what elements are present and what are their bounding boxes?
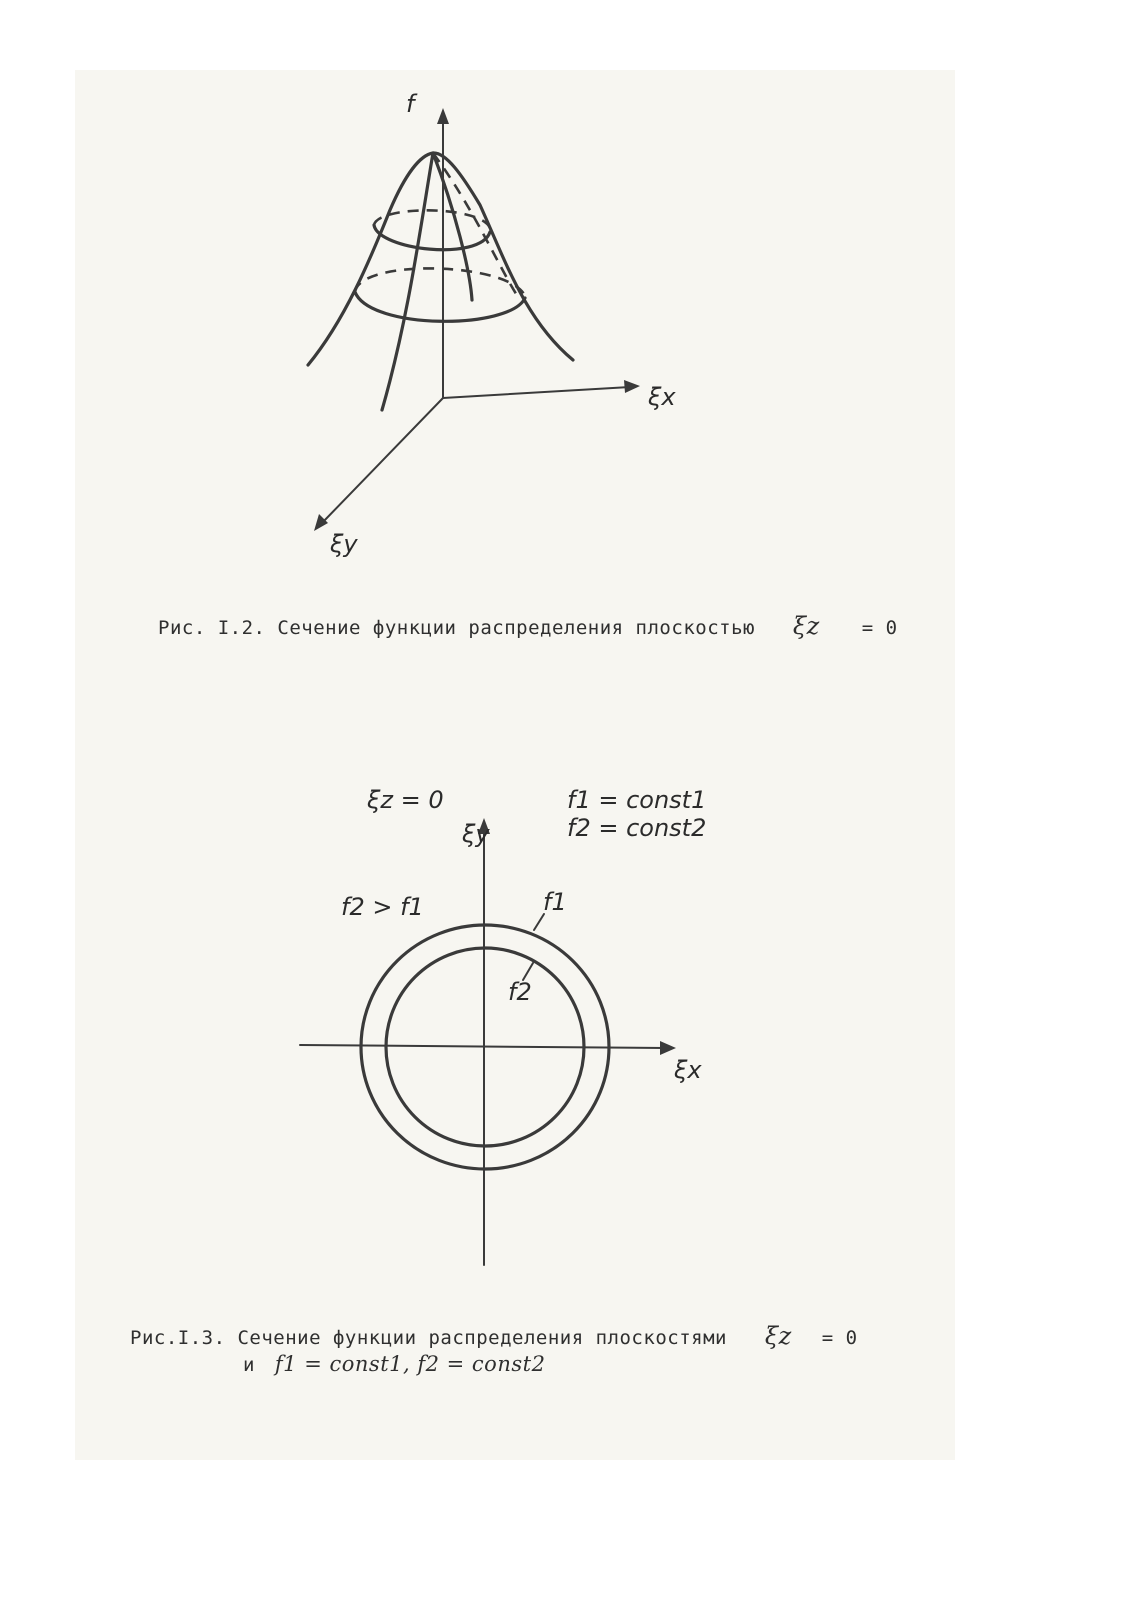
caption-figure-1-3-line2 (243, 1352, 545, 1376)
xi-y-label-2: ξy (462, 820, 490, 848)
f1-const-label: f1 = const1 (567, 786, 707, 814)
caption-1-3-text: Рис.I.3. Сечение функции распределения плоскостями (130, 1327, 727, 1349)
f2-curve-label: f2 (508, 978, 532, 1006)
caption-1-2-text: Рис. I.2. Сечение функции распределения плоскостью (158, 617, 755, 639)
xi-x-axis-2-arrow (660, 1041, 676, 1055)
f-label: f (406, 90, 415, 118)
caption-1-2-symbol: ξz (792, 612, 820, 640)
xi-x-label: ξx (648, 383, 676, 411)
f2-gt-f1-label: f2 > f1 (341, 893, 424, 921)
xi-z-eq-0-label: ξz = 0 (367, 786, 444, 814)
f1-leader (534, 914, 544, 930)
f2-const-label: f2 = const2 (567, 814, 707, 842)
caption-figure-1-3-line1 (130, 1322, 858, 1350)
caption-1-3-equals: = 0 (821, 1327, 858, 1349)
caption-1-3-symbol: ξz (764, 1322, 792, 1350)
xi-y-label: ξy (330, 530, 358, 558)
f1-curve-label: f1 (543, 888, 567, 916)
xi-x-label-2: ξx (674, 1056, 702, 1084)
caption-1-3-math: f1 = const1, f2 = const2 (274, 1352, 546, 1376)
caption-1-3-prefix: и (243, 1354, 255, 1376)
caption-1-2-equals: = 0 (861, 617, 898, 639)
